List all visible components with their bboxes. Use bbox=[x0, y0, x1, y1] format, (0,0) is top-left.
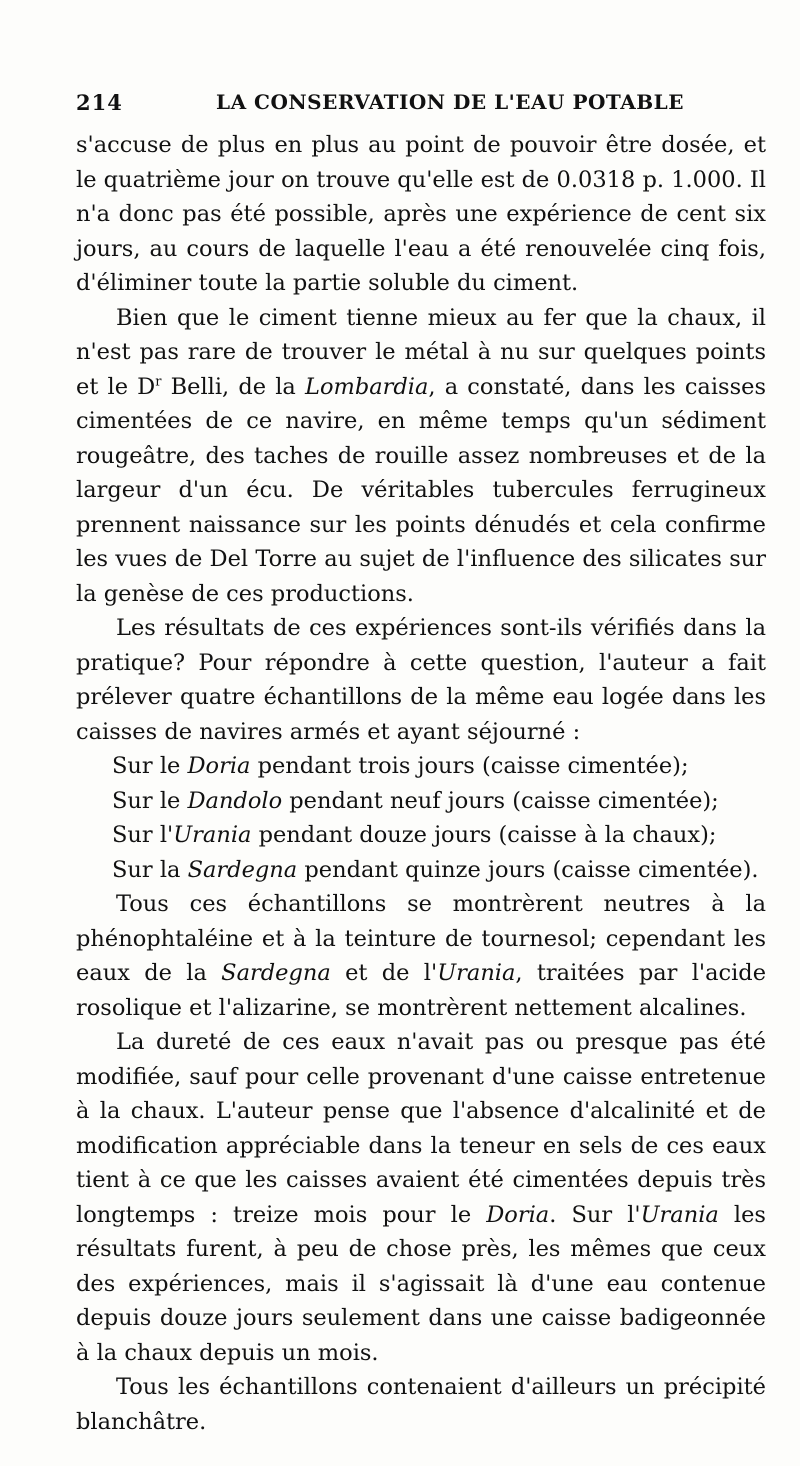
page-body bbox=[76, 128, 766, 1439]
ship-name: Dandolo bbox=[187, 787, 283, 814]
list-item bbox=[76, 818, 766, 853]
ship-name: Sardegna bbox=[187, 856, 298, 883]
paragraph-5-part-b: . Sur l' bbox=[549, 1201, 641, 1228]
paragraph-6: Tous les échantillons contenaient d'ailleurs un précipité blanchâtre. bbox=[76, 1374, 766, 1435]
paragraph-4 bbox=[76, 887, 766, 1025]
paragraph-3: Les résultats de ces expériences sont-ils vérifiés dans la pratique? Pour répondre à cette question, l'auteur a fait prélever quatre échantillons de la même eau logée dans les caisses de navires armés et ayant séjourné : bbox=[76, 615, 766, 745]
running-title: LA CONSERVATION DE L'EAU POTABLE bbox=[216, 90, 684, 114]
paragraph-5 bbox=[76, 1025, 766, 1370]
list-item-prefix: Sur le bbox=[112, 787, 188, 814]
paragraph-1: s'accuse de plus en plus au point de pouvoir être dosée, et le quatrième jour on trouve qu'elle est de 0.0318 p. 1.000. Il n'a donc pas été possible, après une expérience de cent six jours, au cours de laquelle l'eau a été renouvelée cinq fois, d'éliminer toute la partie soluble du ciment. bbox=[76, 132, 766, 296]
list-item-suffix: pendant quinze jours (caisse cimentée). bbox=[297, 856, 759, 883]
list-item-prefix: Sur l' bbox=[112, 822, 174, 848]
paragraph-4-part-c: , traitées par l'acide rosolique et l'alizarine, se montrèrent nettement alcalines. bbox=[76, 960, 767, 1021]
paragraph-5-part-a: La dureté de ces eaux n'avait pas ou presque pas été modifiée, sauf pour celle provenant d'une caisse entretenue à la chaux. L'auteur pense que l'absence d'alcalinité et de modification appréciable dans la teneur en sels de ces eaux tient à ce que les caisses avaient été cimentées depuis très longtemps : treize mois pour le bbox=[76, 1029, 766, 1228]
paragraph-2-part-a: Bien que le ciment tienne mieux au fer que la chaux, il n'est pas rare de trouver le métal à nu sur quelques points et le D bbox=[76, 304, 766, 400]
ship-name-doria: Doria bbox=[486, 1201, 550, 1228]
list-item bbox=[76, 853, 766, 888]
paragraph-2 bbox=[76, 301, 766, 612]
paragraph-2-part-b: Belli, de la bbox=[161, 373, 305, 400]
list-item bbox=[76, 784, 766, 819]
ship-name: Urania bbox=[173, 822, 252, 848]
paragraph-5-part-c: les résultats furent, à peu de chose près, les mêmes que ceux des expériences, mais il s'agissait là d'une eau contenue depuis douze jours seulement dans une caisse badigeonnée à la chaux depuis un mois. bbox=[76, 1201, 766, 1366]
doctor-superscript: r bbox=[155, 374, 162, 389]
ship-name-lombardia: Lombardia bbox=[305, 373, 429, 400]
ship-name-sardegna: Sardegna bbox=[221, 960, 331, 986]
list-item-suffix: pendant neuf jours (caisse cimentée); bbox=[282, 787, 719, 814]
list-item-suffix: pendant douze jours (caisse à la chaux); bbox=[251, 822, 717, 848]
list-item bbox=[76, 749, 766, 784]
list-item-prefix: Sur la bbox=[112, 856, 188, 883]
list-item-suffix: pendant trois jours (caisse cimentée); bbox=[250, 753, 689, 779]
paragraph-2-part-c: , a constaté, dans les caisses cimentées de ce navire, en même temps qu'un sédiment rougeâtre, des taches de rouille assez nombreuses et de la largeur d'un écu. De véritables tubercules ferrugineux prennent naissance sur les points dénudés et cela confirme les vues de Del Torre au sujet de l'influence des silicates sur la genèse de ces productions. bbox=[76, 373, 767, 607]
page-header bbox=[76, 88, 724, 118]
ship-name-urania: Urania bbox=[640, 1201, 719, 1228]
ship-name-urania: Urania bbox=[437, 960, 516, 986]
ship-name: Doria bbox=[187, 753, 251, 779]
paragraph-4-part-b: et de l' bbox=[330, 960, 438, 986]
paragraph-4-part-a: Tous ces échantillons se montrèrent neutres à la phénophtaléine et à la teinture de tournesol; cependant les eaux de la bbox=[76, 891, 766, 986]
list-item-prefix: Sur le bbox=[112, 753, 188, 779]
page-number: 214 bbox=[76, 90, 123, 115]
